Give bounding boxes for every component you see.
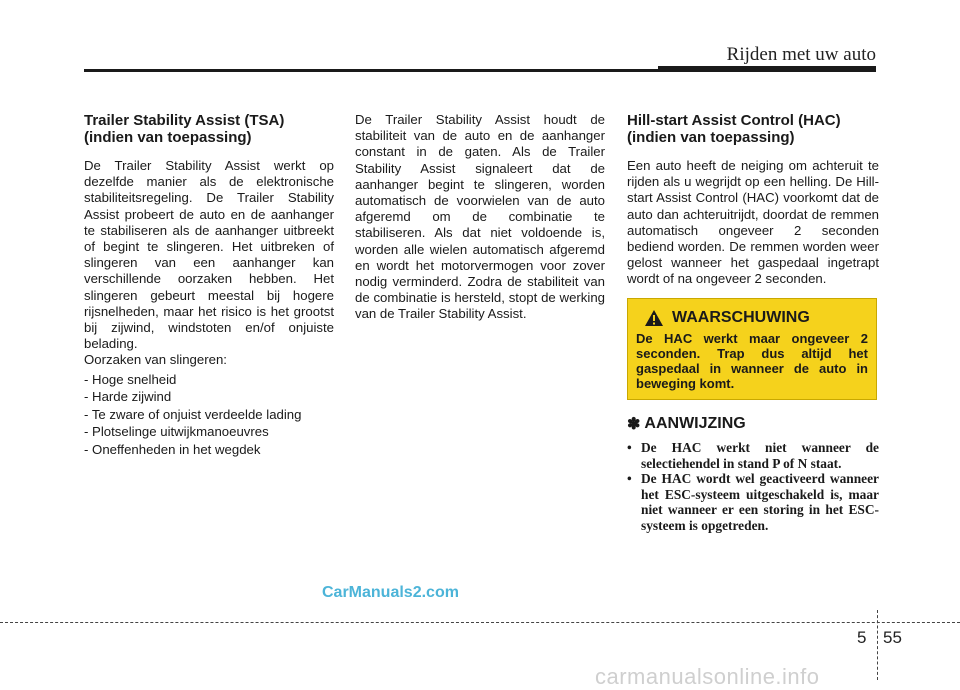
tsa-heading: Trailer Stability Assist (TSA) (indien van toepassing)	[84, 112, 285, 146]
tsa-operation-paragraph: De Trailer Stability Assist houdt de stabiliteit van de auto en de aanhanger constant in de gaten. Als de Trailer Stability Assist signaleert dat de aanhanger begint te slingeren, worden automatisch de voorwielen van de auto afgeremd om de combinatie te stabiliseren. Als dat niet voldoende is, worden alle wielen automatisch afgeremd en wordt het motorvermogen voor zover nodig verminderd. Zodra de stabiliteit van de combinatie is hersteld, stopt de werking van de Trailer Stability Assist.	[355, 112, 605, 322]
note-header	[627, 414, 879, 434]
note-star-icon: ✽	[627, 416, 641, 433]
section-number: 5	[857, 628, 867, 647]
note-title: AANWIJZING	[644, 415, 746, 432]
hac-heading: Hill-start Assist Control (HAC) (indien van toepassing)	[627, 112, 841, 146]
hac-paragraph: Een auto heeft de neiging om achteruit te rijden als u wegrijdt op een helling. De Hill-start Assist Control (HAC) voorkomt dat de auto dan achteruitrijdt, doordat de remmen automatisch ongeveer 2 seconden bediend worden. De remmen worden weer gelost wanneer het gaspedaal ingetrapt wordt of na ongeveer 2 seconden.	[627, 158, 879, 287]
footer-rule	[0, 622, 960, 623]
tsa-causes-list	[84, 371, 334, 459]
warning-header	[644, 309, 868, 327]
warning-triangle-icon	[644, 309, 664, 327]
list-item: - Hoge snelheid	[84, 371, 177, 387]
header-rule	[84, 69, 876, 72]
column-2	[355, 112, 605, 323]
page-number: 55	[883, 628, 902, 647]
list-item: - Harde zijwind	[84, 389, 172, 405]
tsa-causes-title: Oorzaken van slingeren:	[84, 352, 227, 368]
bottom-watermark: carmanualsonline.info	[595, 664, 820, 689]
column-1	[84, 112, 334, 459]
list-item: - Plotselinge uitwijkmanoeuvres	[84, 424, 269, 440]
column-3	[627, 112, 879, 288]
note-list	[627, 440, 879, 534]
warning-title: WAARSCHUWING	[672, 309, 810, 326]
footer-divider	[877, 610, 878, 680]
list-item: - Oneffenheden in het wegdek	[84, 442, 261, 458]
list-item: • De HAC wordt wel geactiveerd wanneer het ESC-systeem uitgeschakeld is, maar niet wanneer er een storing in het ESC-systeem is opgetreden.	[627, 471, 879, 533]
tsa-intro-paragraph: De Trailer Stability Assist werkt op dezelfde manier als de elektronische stabiliteitsregeling. De Trailer Stability Assist probeert de auto en de aanhanger te stabiliseren als de aanhanger uitbreekt of begint te slingeren. Het uitbreken of slingeren van een aanhanger kan verschillende oorzaken hebben. Het slingeren gebeurt meestal bij hogere rijsnelheden, maar het risico is het grootst bij zijwind, windstoten en/of onjuiste belading.	[84, 158, 334, 352]
list-item: • De HAC werkt niet wanneer de selectiehendel in stand P of N staat.	[627, 440, 879, 471]
running-header: Rijden met uw auto	[726, 44, 876, 65]
warning-box	[627, 298, 877, 400]
warning-text: De HAC werkt maar ongeveer 2 seconden. Trap dus altijd het gaspedaal in wanneer de auto in beweging komt.	[636, 331, 868, 391]
note-section	[627, 414, 879, 534]
watermark-link[interactable]: CarManuals2.com	[322, 584, 459, 601]
list-item: - Te zware of onjuist verdeelde lading	[84, 406, 302, 422]
